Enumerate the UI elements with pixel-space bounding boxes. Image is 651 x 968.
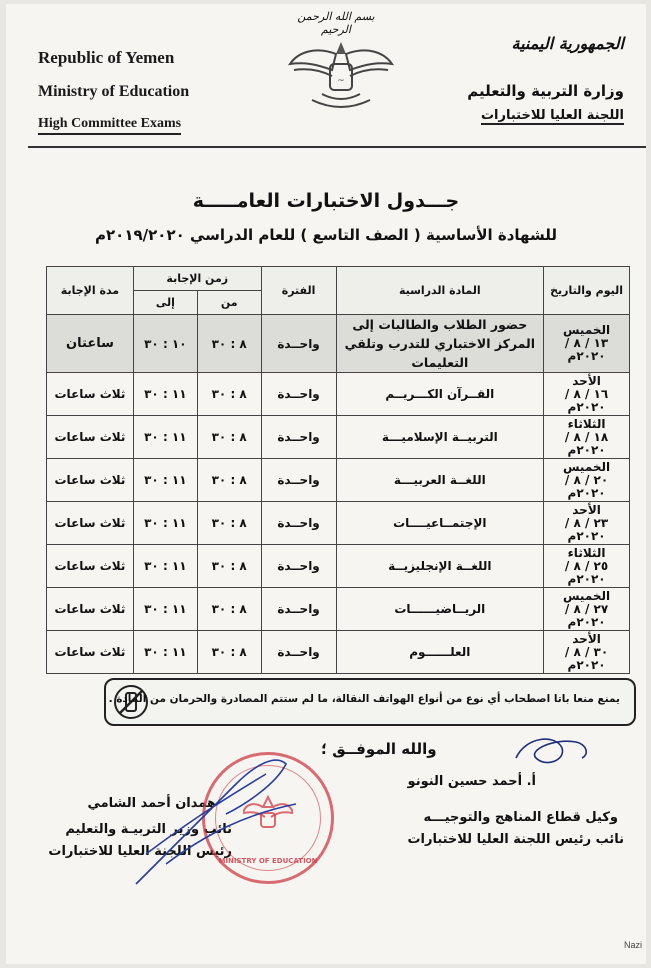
title-sub: للشهادة الأساسية ( الصف التاسع ) للعام الدراسي ٢٠١٩/٢٠٢٠م — [95, 226, 557, 244]
row-period: واحــدة — [261, 588, 336, 631]
row-period: واحــدة — [261, 416, 336, 459]
signature-scribble-right — [506, 728, 596, 778]
header-answer-time: زمن الإجابة — [133, 267, 261, 291]
row-date-cell — [544, 631, 630, 674]
row-date-cell — [544, 315, 630, 373]
header-ar-committee: اللجنة العليا للاختبارات — [480, 108, 624, 123]
row-day: الخميس — [562, 588, 611, 603]
row-day: الثلاثاء — [567, 545, 606, 560]
row-subject: الإجتمــاعيــــات — [336, 502, 544, 545]
sig-right-role: نائب رئيس اللجنة العليا للاختبارات — [407, 832, 624, 847]
row-period: واحــدة — [261, 545, 336, 588]
row-period: واحــدة — [261, 459, 336, 502]
table-row — [47, 588, 630, 631]
footer-mark: Nazi — [623, 940, 642, 950]
row-period: واحــدة — [261, 502, 336, 545]
header-subject: المادة الدراسية — [336, 267, 544, 315]
row-to: ١١ : ٣٠ — [133, 588, 197, 631]
header-duration: مدة الإجابة — [47, 267, 134, 315]
row-date: ١٦ / ٨ / ٢٠٢٠م — [564, 386, 609, 414]
header-period: الفترة — [261, 267, 336, 315]
row-date-cell — [544, 502, 630, 545]
row-period: واحــدة — [261, 315, 336, 373]
title-main: جـــدول الاختبارات العامـــــة — [192, 190, 460, 212]
row-duration: ثلاث ساعات — [47, 459, 134, 502]
row-day: الخميس — [562, 459, 611, 474]
header-en-republic: Republic of Yemen — [38, 48, 175, 67]
phone-ban-notice — [104, 678, 636, 726]
row-date: ٢٣ / ٨ / ٢٠٢٠م — [564, 515, 609, 543]
table-row — [47, 502, 630, 545]
row-to: ١١ : ٣٠ — [133, 416, 197, 459]
table-row — [47, 315, 630, 373]
row-to: ١١ : ٣٠ — [133, 631, 197, 674]
row-duration: ساعتان — [47, 315, 134, 373]
signature-scribble-left — [126, 744, 306, 894]
row-duration: ثلاث ساعات — [47, 631, 134, 674]
row-duration: ثلاث ساعات — [47, 588, 134, 631]
row-date: ٢٥ / ٨ / ٢٠٢٠م — [564, 558, 609, 586]
row-from: ٨ : ٣٠ — [197, 416, 261, 459]
exam-schedule-table — [46, 266, 630, 674]
row-day: الأحد — [572, 631, 601, 646]
row-date: ١٣ / ٨ / ٢٠٢٠م — [564, 336, 609, 363]
document-page — [6, 4, 646, 964]
stamp-text: MINISTRY OF EDUCATION — [218, 857, 318, 865]
table-row — [47, 545, 630, 588]
row-to: ١١ : ٣٠ — [133, 502, 197, 545]
row-duration: ثلاث ساعات — [47, 502, 134, 545]
row-day: الثلاثاء — [567, 416, 606, 431]
row-day: الخميس — [562, 323, 611, 337]
row-subject: اللغــة الإنجليزيــة — [336, 545, 544, 588]
row-date: ٢٧ / ٨ / ٢٠٢٠م — [564, 601, 609, 629]
row-date-cell — [544, 588, 630, 631]
table-row — [47, 416, 630, 459]
row-from: ٨ : ٣٠ — [197, 315, 261, 373]
row-duration: ثلاث ساعات — [47, 545, 134, 588]
row-from: ٨ : ٣٠ — [197, 545, 261, 588]
closing-text: والله الموفــق ؛ — [321, 740, 437, 758]
row-from: ٨ : ٣٠ — [197, 502, 261, 545]
row-from: ٨ : ٣٠ — [197, 588, 261, 631]
row-from: ٨ : ٣٠ — [197, 373, 261, 416]
header-ar-ministry: وزارة التربية والتعليم — [467, 82, 624, 100]
header-day-date: اليوم والتاريخ — [544, 267, 630, 315]
header-from: من — [197, 291, 261, 315]
row-from: ٨ : ٣٠ — [197, 631, 261, 674]
row-subject: العلــــــوم — [336, 631, 544, 674]
row-date-cell — [544, 373, 630, 416]
basmala: بسم الله الرحمن الرحيم — [297, 10, 375, 36]
row-date: ٢٠ / ٨ / ٢٠٢٠م — [564, 472, 609, 500]
row-day: الأحد — [572, 502, 601, 517]
table-row — [47, 459, 630, 502]
sig-left-name: همدان أحمد الشامي — [87, 796, 216, 811]
table-row — [47, 373, 630, 416]
row-date: ٣٠ / ٨ / ٢٠٢٠م — [564, 644, 609, 672]
svg-text:~: ~ — [337, 76, 345, 86]
row-to: ١١ : ٣٠ — [133, 545, 197, 588]
eagle-emblem-icon — [286, 34, 396, 114]
header-to: إلى — [133, 291, 197, 315]
header-ar-republic: الجمهورية اليمنية — [511, 34, 624, 53]
sig-left-title: نائب وزير التربيـة والتعليم — [65, 822, 232, 837]
row-date-cell — [544, 459, 630, 502]
row-date-cell — [544, 545, 630, 588]
row-subject: القــرآن الكـــريــم — [336, 373, 544, 416]
row-period: واحــدة — [261, 373, 336, 416]
row-subject: حضور الطلاب والطالبات إلى المركز الاختباري للتدرب وتلقي التعليمات — [336, 315, 544, 373]
row-from: ٨ : ٣٠ — [197, 459, 261, 502]
row-subject: التربيــة الإسلاميـــة — [336, 416, 544, 459]
header-en-committee: High Committee Exams — [38, 116, 181, 135]
row-duration: ثلاث ساعات — [47, 373, 134, 416]
row-to: ١١ : ٣٠ — [133, 459, 197, 502]
notice-text: يمنع منعا باتا اصطحاب أي نوع من أنواع الهواتف النقالة، ما لم ستتم المصادرة والحرمان من المادة . — [108, 693, 620, 705]
table-row — [47, 631, 630, 674]
row-day: الأحد — [572, 373, 601, 388]
sig-right-name: أ. أحمد حسين النونو — [407, 774, 536, 789]
row-subject: اللغــة العربيـــة — [336, 459, 544, 502]
row-date: ١٨ / ٨ / ٢٠٢٠م — [564, 429, 609, 457]
row-duration: ثلاث ساعات — [47, 416, 134, 459]
row-to: ١١ : ٣٠ — [133, 373, 197, 416]
row-to: ١٠ : ٣٠ — [133, 315, 197, 373]
row-period: واحــدة — [261, 631, 336, 674]
header-divider — [28, 146, 646, 148]
header-en-ministry: Ministry of Education — [38, 83, 190, 100]
sig-right-title: وكيل قطاع المناهج والتوجيـــه — [423, 810, 618, 825]
sig-left-role: رئيس اللجنة العليا للاختبارات — [48, 844, 232, 859]
row-subject: الريــاضيــــــات — [336, 588, 544, 631]
row-date-cell — [544, 416, 630, 459]
